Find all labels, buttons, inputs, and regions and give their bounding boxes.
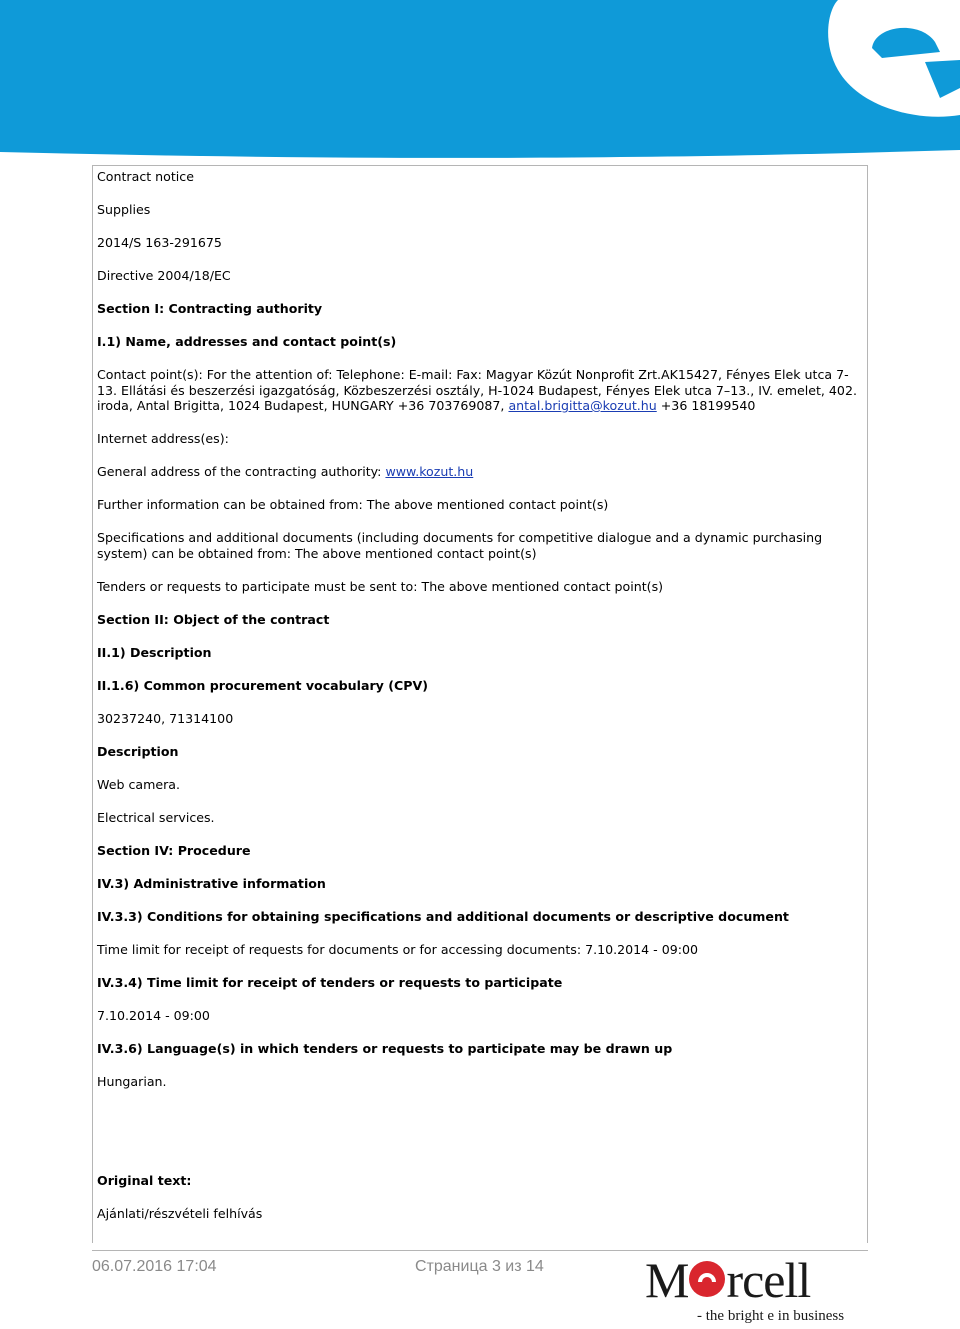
contact-points-text: Contact point(s): For the attention of: Telephone: E-mail: Fax: Magyar Közút Nonprofit Zrt.AK15427, Fényes Elek utca 7-13. Ellátási és beszerzési igazgatóság, Közbeszerzési osztály, H-1024 Budapest, Fényes Elek utca 7–13., IV. emelet, 402. iroda, Antal Brigitta, 1024 Budapest, HUNGARY +36 703769087, — [97, 367, 857, 413]
logo-wordmark — [645, 1252, 810, 1308]
general-address-link[interactable]: www.kozut.hu — [385, 464, 474, 479]
tender-deadline: 7.10.2014 - 09:00 — [97, 1008, 210, 1023]
contact-points-paragraph — [97, 367, 867, 414]
contact-email-link[interactable]: antal.brigitta@kozut.hu — [508, 398, 657, 413]
section-1-1-heading: I.1) Name, addresses and contact point(s) — [97, 334, 397, 349]
original-text: Ajánlati/részvételi felhívás — [97, 1206, 263, 1221]
description-item-1: Web camera. — [97, 777, 181, 792]
section-4-heading: Section IV: Procedure — [97, 843, 251, 858]
logo-word-right: rcell — [726, 1252, 811, 1308]
section-4-3-6-heading: IV.3.6) Language(s) in which tenders or requests to participate may be drawn up — [97, 1041, 673, 1056]
contact-fax: +36 18199540 — [660, 398, 756, 413]
internet-address-label: Internet address(es): — [97, 431, 229, 446]
original-text-label: Original text: — [97, 1173, 192, 1188]
general-address-label: General address of the contracting authority: — [97, 464, 382, 479]
general-address-line — [97, 464, 867, 480]
section-4-3-3-heading: IV.3.3) Conditions for obtaining specifications and additional documents or descriptive document — [97, 909, 789, 924]
section-4-3-4-heading: IV.3.4) Time limit for receipt of tenders or requests to participate — [97, 975, 563, 990]
section-4-3-heading: IV.3) Administrative information — [97, 876, 326, 891]
description-heading: Description — [97, 744, 179, 759]
tender-language: Hungarian. — [97, 1074, 167, 1089]
footer-page-info: Страница 3 из 14 — [415, 1258, 544, 1275]
footer-divider — [92, 1250, 868, 1251]
marcell-logo — [645, 1252, 865, 1327]
cpv-codes: 30237240, 71314100 — [97, 711, 234, 726]
footer-timestamp: 06.07.2016 17:04 — [92, 1258, 217, 1275]
section-1-heading: Section I: Contracting authority — [97, 301, 323, 316]
notice-reference: 2014/S 163-291675 — [97, 235, 222, 250]
header-banner — [0, 0, 960, 165]
section-2-1-6-heading: II.1.6) Common procurement vocabulary (CPV) — [97, 678, 428, 693]
notice-category: Supplies — [97, 202, 151, 217]
logo-tagline: - the bright e in business — [697, 1308, 845, 1324]
description-item-2: Electrical services. — [97, 810, 215, 825]
time-limit-documents: Time limit for receipt of requests for documents or for accessing documents: 7.10.2014 - 09:00 — [97, 942, 699, 957]
further-info: Further information can be obtained from: The above mentioned contact point(s) — [97, 497, 609, 512]
notice-directive: Directive 2004/18/EC — [97, 268, 231, 283]
logo-word-left: M — [645, 1252, 689, 1308]
section-2-heading: Section II: Object of the contract — [97, 612, 330, 627]
tenders-info: Tenders or requests to participate must be sent to: The above mentioned contact point(s) — [97, 579, 664, 594]
logo-e-icon — [689, 1261, 725, 1297]
specifications-info: Specifications and additional documents (including documents for competitive dialogue and a dynamic purchasing system) can be obtained from: The above mentioned contact point(s) — [97, 530, 823, 561]
notice-type: Contract notice — [97, 169, 194, 184]
section-2-1-heading: II.1) Description — [97, 645, 212, 660]
